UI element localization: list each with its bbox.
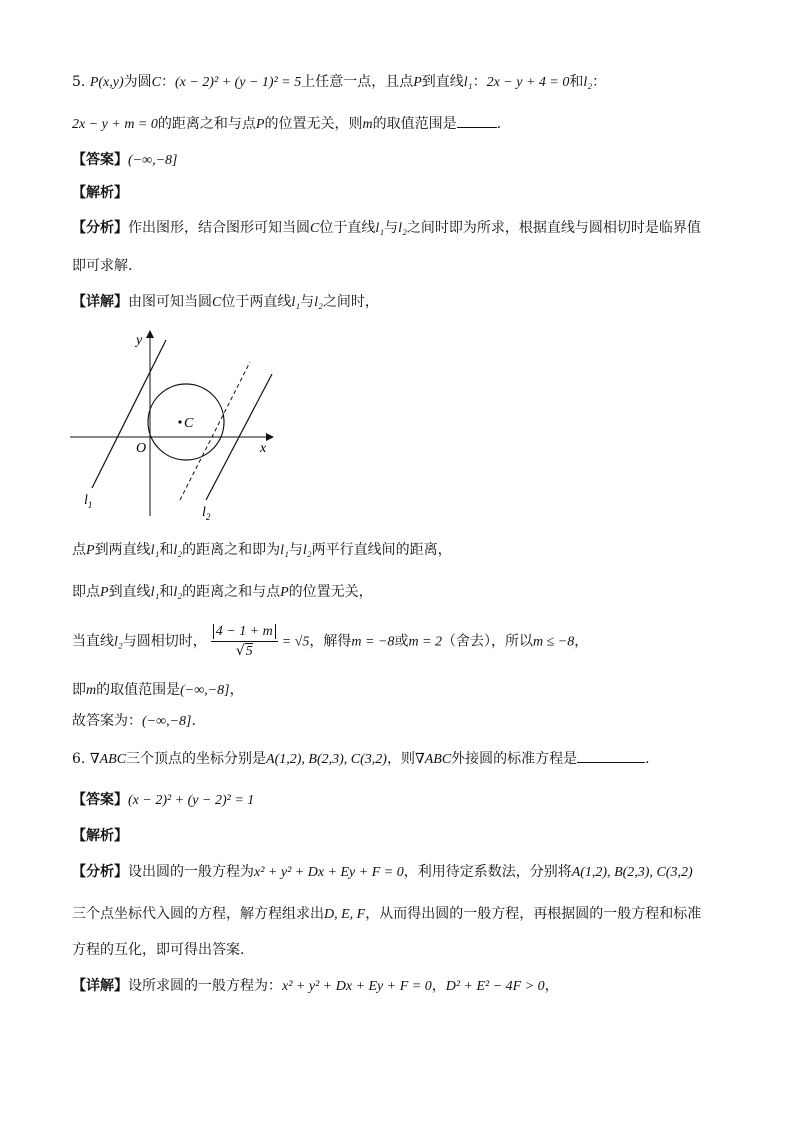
q5-analysis-heading: 【解析】 (72, 185, 128, 201)
answer-blank (577, 748, 645, 763)
q6-detail-line1: 【详解】设所求圆的一般方程为：x² + y² + Dx + Ey + F = 0，D² + E² − 4F > 0， (72, 978, 559, 994)
q6-answer: 【答案】(x − 2)² + (y − 2)² = 1 (72, 792, 255, 808)
x-axis-label: x (260, 441, 267, 456)
q6-fenxi-line3: 方程的互化，即可得出答案. (72, 942, 245, 958)
center-point (178, 420, 181, 423)
q5-fenxi-line1: 【分析】作出图形，结合图形可知当圆C位于直线l₁与l₂之间时即为所求，根据直线与圆相切时是临界值 (72, 220, 701, 236)
q5-step1: 点P到两直线l₁和l₂的距离之和即为l₁与l₂两平行直线间的距离， (72, 542, 452, 558)
y-axis-label: y (136, 333, 143, 348)
q5-step3: 当直线l₂与圆相切时， $\frac{4 - 1 + m}{√5}$ = √5，解得m = −8或m = 2（舍去），所以m ≤ −8， (72, 624, 589, 659)
q6-fenxi-line2: 三个点坐标代入圆的方程，解方程组求出D, E, F，从而得出圆的一般方程，再根据圆的一般方程和标准 (72, 906, 702, 922)
l1-label: $l_1$ (84, 493, 93, 510)
center-label: C (184, 416, 194, 431)
q5-fenxi-line2: 即可求解. (72, 258, 133, 274)
dashed-tangent-line (180, 362, 250, 500)
line-l1 (92, 340, 166, 488)
q5-step5: 故答案为：(−∞,−8]. (72, 713, 196, 729)
q5-step4: 即m的取值范围是(−∞,−8]， (72, 682, 244, 698)
answer-blank (457, 113, 497, 128)
q6-stem: 6. ∇ABC三个顶点的坐标分别是A(1,2), B(2,3), C(3,2)，则∇ABC外接圆的标准方程是 . (72, 748, 650, 770)
q5-step2: 即点P到直线l₁和l₂的距离之和与点P的位置无关， (72, 584, 373, 600)
x-axis-arrow (266, 433, 274, 441)
q6-fenxi-line1: 【分析】设出圆的一般方程为x² + y² + Dx + Ey + F = 0，利用待定系数法，分别将A(1,2), B(2,3), C(3,2) (72, 864, 693, 880)
circle-lines-figure (66, 326, 286, 526)
q5-detail-line1: 【详解】由图可知当圆C位于两直线l₁与l₂之间时， (72, 294, 379, 310)
fraction: $\frac{4 - 1 + m}{√5}$ (211, 622, 278, 661)
q5-stem-line2: 2x − y + m = 0的距离之和与点P的位置无关，则m的取值范围是 . (72, 113, 501, 135)
y-axis-arrow (146, 330, 154, 338)
q6-analysis-heading: 【解析】 (72, 828, 128, 844)
origin-label: O (136, 441, 147, 456)
l2-label: $l_2$ (202, 505, 211, 522)
q5-stem-line1: 5. P(x,y)为圆C：(x − 2)² + (y − 1)² = 5上任意一点，且点P到直线l₁：2x − y + 4 = 0和l₂： (72, 74, 607, 90)
q5-answer: 【答案】(−∞,−8] (72, 152, 178, 168)
